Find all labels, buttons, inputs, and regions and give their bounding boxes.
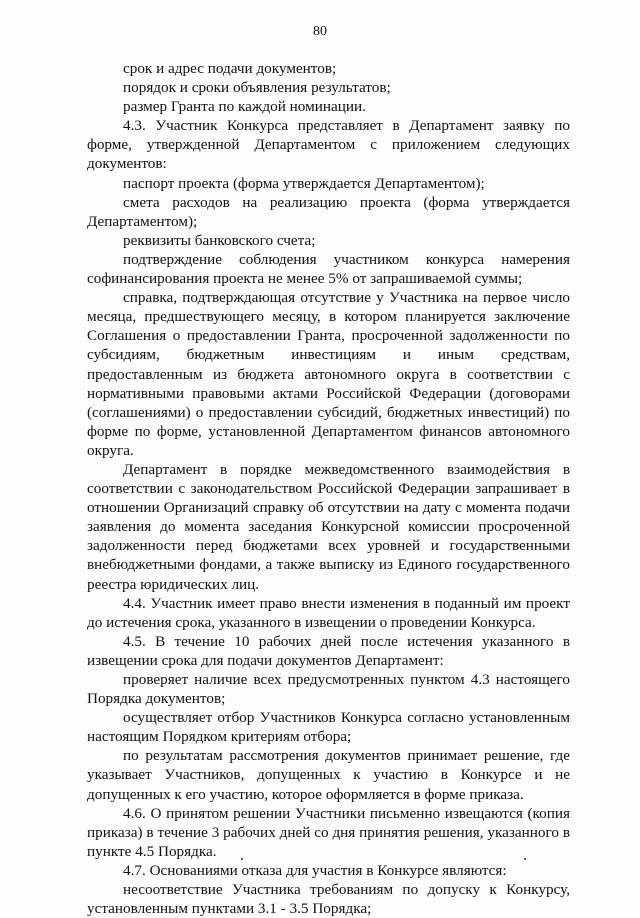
paragraph: смета расходов на реализацию проекта (форма утверждается Департаментом);: [87, 193, 570, 230]
paragraph: паспорт проекта (форма утверждается Департаментом);: [123, 174, 485, 192]
paragraph: Департамент в порядке межведомственного взаимодействия в соответствии с законодательством Российской Федерации запрашивает в отношении Организаций справку об отсутствии на дату с момента подачи заявления до момента заседания Конкурсной комиссии просроченной задолженности перед бюджетами всех уровней и государственными внебюджетными фондами, а также выписку из Единого государственного реестра юридических лиц.: [87, 460, 570, 593]
paragraph: осуществляет отбор Участников Конкурса согласно установленным настоящим Порядком критериям отбора;: [87, 709, 570, 746]
paragraph: подтверждение соблюдения участником конкурса намерения софинансирования проекта не менее 5% от запрашиваемой суммы;: [87, 250, 570, 288]
paragraph: по результатам рассмотрения документов принимает решение, где указывает Участников, допущенных к участию в Конкурсе и не допущенных к его участию, которое оформляется в форме приказа.: [87, 747, 570, 803]
paragraph: порядок и сроки объявления результатов;: [123, 79, 391, 97]
paragraph: размер Гранта по каждой номинации.: [123, 98, 366, 116]
paragraph: реквизиты банковского счета;: [123, 231, 316, 249]
paragraph: 4.7. Основаниями отказа для участия в Конкурсе являются:: [123, 861, 507, 879]
scan-speck: [241, 858, 243, 860]
paragraph: несоответствие Участника требованиям по допуску к Конкурсу, установленным пунктами 3.1 - 3.5 Порядка;: [87, 881, 570, 918]
paragraph: 4.4. Участник имеет право внести изменения в поданный им проект до истечения срока, указанного в извещении о проведении Конкурса.: [87, 594, 570, 631]
paragraph: справка, подтверждающая отсутствие у Участника на первое число месяца, предшествующего месяцу, в котором планируется заключение Соглашения о предоставлении Гранта, просроченной задолженности по субсидиям, бюджетным инвестициям и иным средствам, предоставленным из бюджета автономного округа в соответствии с нормативными правовыми актами Российской Федерации (договорами (соглашениями) о предоставлении субсидий, бюджетных инвестиций) по форме по форме, установленной Департаментом финансов автономного округа.: [87, 289, 570, 459]
paragraph: проверяет наличие всех предусмотренных пунктом 4.3 настоящего Порядка документов;: [87, 671, 570, 708]
paragraph: 4.3. Участник Конкурса представляет в Департамент заявку по форме, утвержденной Департаментом с приложением следующих документов:: [87, 117, 570, 173]
document-body: [87, 59, 570, 918]
paragraph: 4.6. О принятом решении Участники письменно извещаются (копия приказа) в течение 3 рабочих дней со дня принятия решения, указанного в пункте 4.5 Порядка.: [87, 804, 570, 860]
paragraph: срок и адрес подачи документов;: [123, 60, 337, 77]
paragraph: 4.5. В течение 10 рабочих дней после истечения указанного в извещении срока для подачи документов Департамент:: [87, 632, 570, 669]
page-number: 80: [313, 24, 327, 39]
scan-speck: [524, 858, 526, 860]
